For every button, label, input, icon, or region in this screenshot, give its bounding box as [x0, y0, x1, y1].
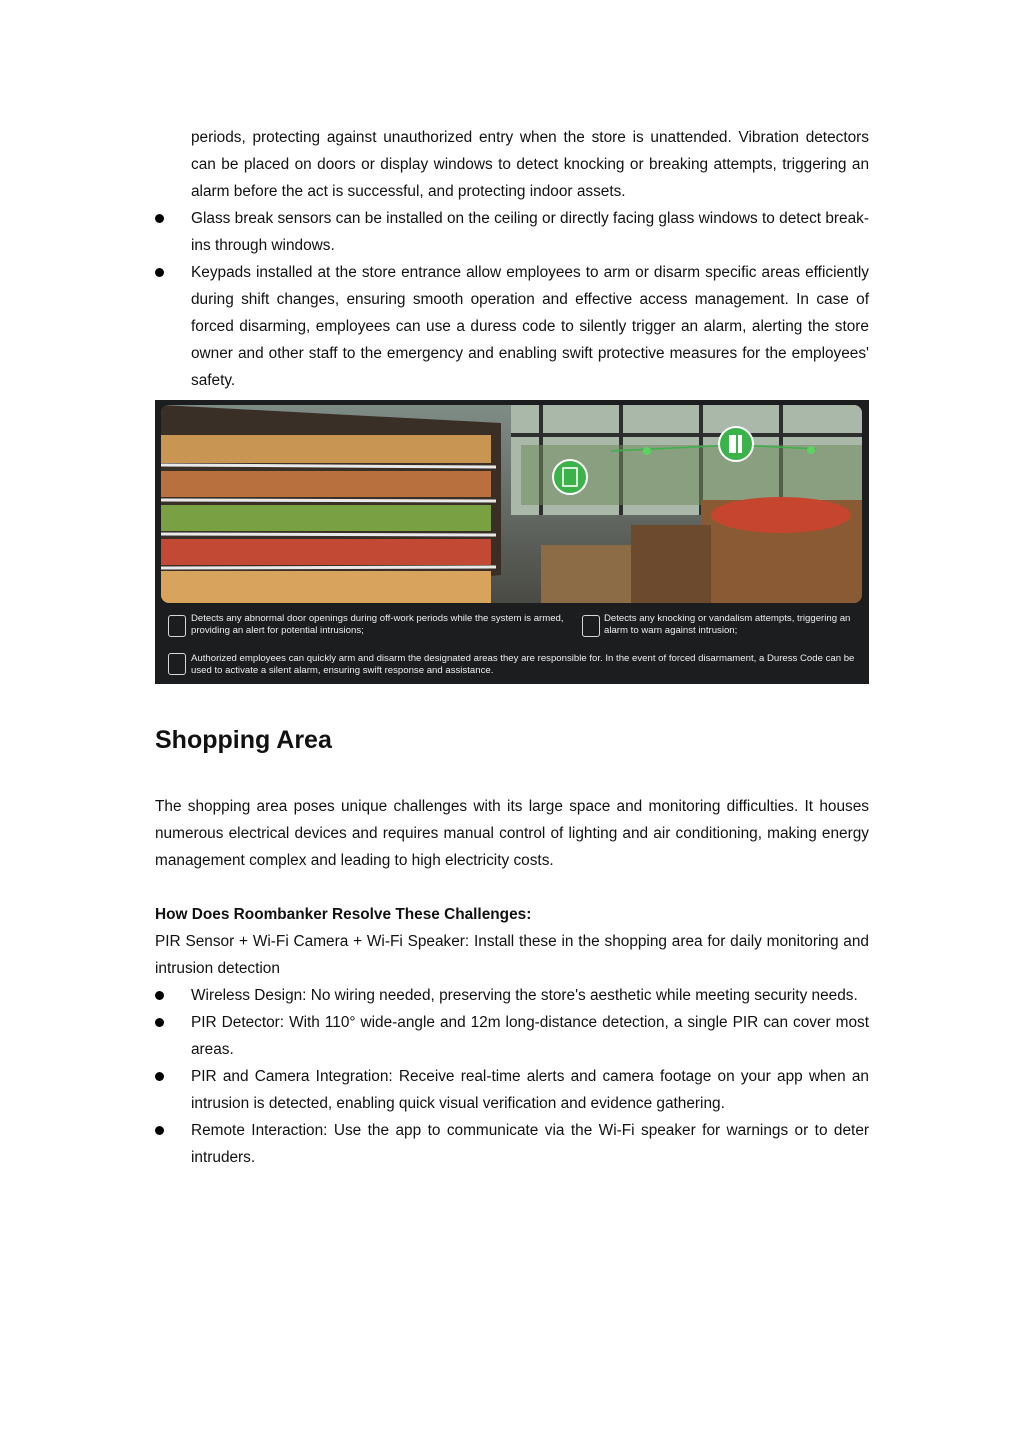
caption-vibration: Detects any knocking or vandalism attempts, triggering an alarm to warn against intrusion; [604, 613, 851, 636]
list-item [155, 259, 869, 394]
bullet-icon [155, 268, 164, 277]
vibration-sensor-icon [582, 615, 600, 637]
list-item-text: PIR Detector: With 110° wide-angle and 12m long-distance detection, a single PIR can cover most areas. [191, 1014, 869, 1058]
supermarket-photo [161, 405, 862, 603]
list-item-text: PIR and Camera Integration: Receive real-time alerts and camera footage on your app when an intrusion is detected, enabling quick visual verification and evidence gathering. [191, 1068, 869, 1112]
bullet-icon [155, 1126, 164, 1135]
list-item [155, 1117, 869, 1171]
keypad-icon [168, 653, 186, 675]
supermarket-illustration [161, 405, 862, 603]
bullet-icon [155, 991, 164, 1000]
door-sensor-icon [168, 615, 186, 637]
list-item [155, 1063, 869, 1117]
solution-bullet-list [155, 982, 869, 1171]
bullet-icon [155, 214, 164, 223]
list-item-text: Glass break sensors can be installed on the ceiling or directly facing glass windows to detect break-ins through windows. [191, 210, 869, 254]
document-page [155, 124, 869, 1171]
section-heading: Shopping Area [155, 726, 332, 754]
section-intro: The shopping area poses unique challenges with its large space and monitoring difficulties. It houses numerous electrical devices and requires manual control of lighting and air conditioning, making energy management complex and leading to high electricity costs. [155, 798, 869, 869]
store-security-figure [155, 400, 869, 684]
caption-keypad: Authorized employees can quickly arm and disarm the designated areas they are responsible for. In the event of forced disarmament, a Duress Code can be used to activate a silent alarm, ensuring swift response and assistance. [191, 653, 855, 676]
section-subheading: How Does Roombanker Resolve These Challenges: [155, 906, 532, 923]
bullet-icon [155, 1072, 164, 1081]
caption-door: Detects any abnormal door openings during off-work periods while the system is armed, providing an alert for potential intrusions; [191, 613, 564, 636]
top-bullet-list [155, 205, 869, 394]
intro-continuation: periods, protecting against unauthorized entry when the store is unattended. Vibration detectors can be placed on doors or display windows to detect knocking or breaking attempts, triggering an alarm before the act is successful, and protecting indoor assets. [191, 129, 869, 200]
list-item-text: Remote Interaction: Use the app to communicate via the Wi-Fi speaker for warnings or to deter intruders. [191, 1122, 869, 1166]
list-item-text: Keypads installed at the store entrance allow employees to arm or disarm specific areas efficiently during shift changes, ensuring smooth operation and effective access management. In case of forced disarming, employees can use a duress code to silently trigger an alarm, alerting the store owner and other staff to the emergency and enabling swift protective measures for the employees' safety. [191, 264, 869, 389]
bullet-icon [155, 1018, 164, 1027]
list-item [155, 205, 869, 259]
list-item-text: Wireless Design: No wiring needed, preserving the store's aesthetic while meeting security needs. [191, 987, 858, 1004]
solution-text: PIR Sensor + Wi-Fi Camera + Wi-Fi Speaker: Install these in the shopping area for daily monitoring and intrusion detection [155, 933, 869, 977]
list-item [155, 982, 869, 1009]
list-item [155, 1009, 869, 1063]
